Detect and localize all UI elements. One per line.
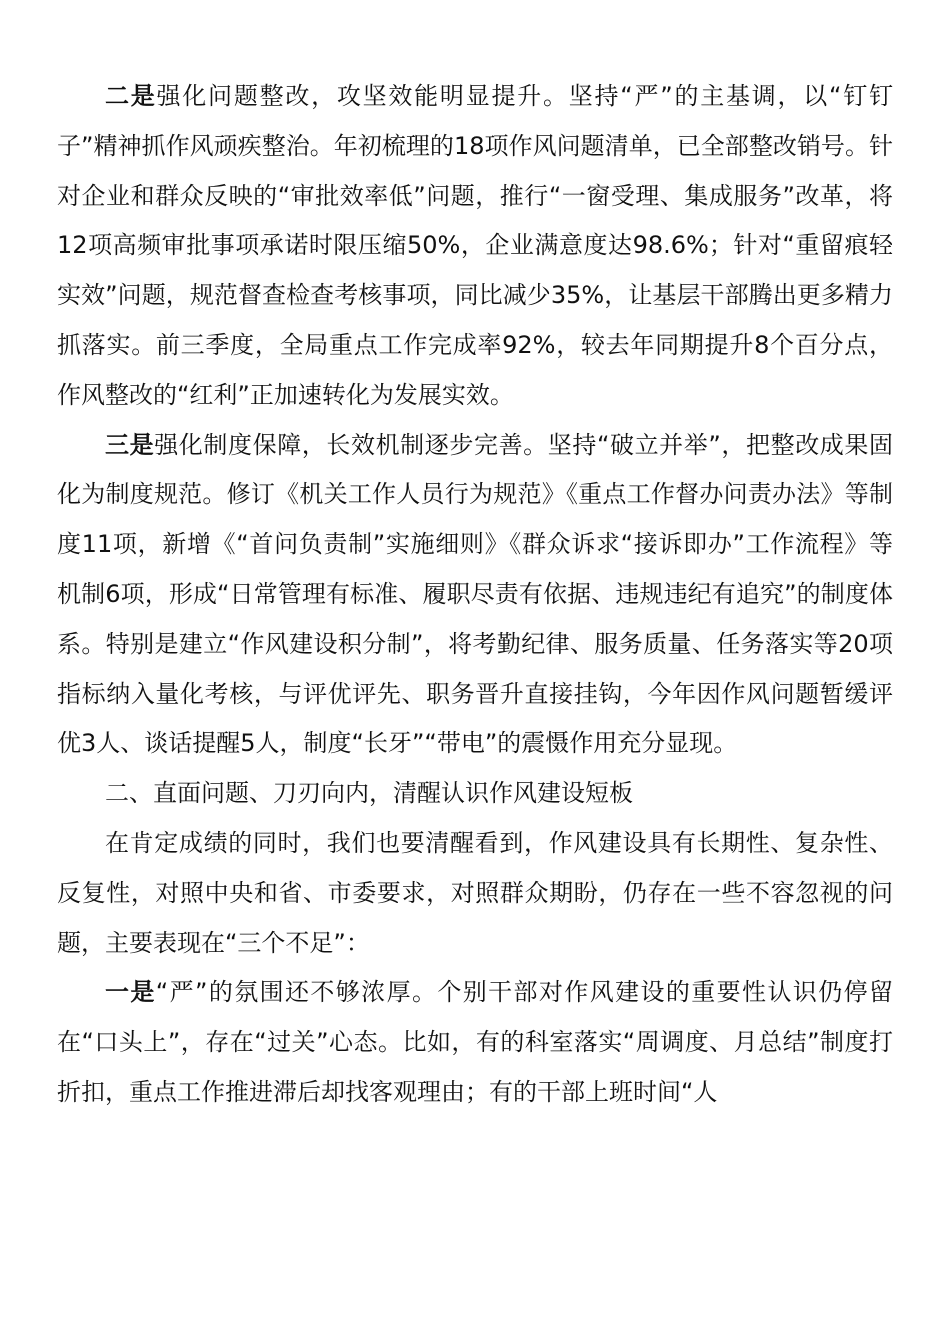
document-page bbox=[57, 72, 893, 1118]
paragraph-first-point bbox=[57, 968, 893, 1117]
paragraph-text: 强化问题整改，攻坚效能明显提升。坚持“严”的主基调，以“钉钉子”精神抓作风顽疾整治。年初梳理的18项作风问题清单，已全部整改销号。针对企业和群众反映的“审批效率低”问题，推行“一窗受理、集成服务”改革，将12项高频审批事项承诺时限压缩50%，企业满意度达98.6%；针对“重留痕轻实效”问题，规范督查检查考核事项，同比减少35%，让基层干部腾出更多精力抓落实。前三季度，全局重点工作完成率92%，较去年同期提升8个百分点，作风整改的“红利”正加速转化为发展实效。 bbox=[57, 82, 893, 409]
paragraph-second-point bbox=[57, 72, 893, 421]
paragraph-text: 强化制度保障，长效机制逐步完善。坚持“破立并举”，把整改成果固化为制度规范。修订《机关工作人员行为规范》《重点工作督办问责办法》等制度11项，新增《“首问负责制”实施细则》《群众诉求“接诉即办”工作流程》等机制6项，形成“日常管理有标准、履职尽责有依据、违规违纪有追究”的制度体系。特别是建立“作风建设积分制”，将考勤纪律、服务质量、任务落实等20项指标纳入量化考核，与评优评先、职务晋升直接挂钩，今年因作风问题暂缓评优3人、谈话提醒5人，制度“长牙”“带电”的震慑作用充分显现。 bbox=[57, 430, 893, 758]
paragraph-third-point bbox=[57, 421, 893, 770]
paragraph-text: “严”的氛围还不够浓厚。个别干部对作风建设的重要性认识仍停留在“口头上”，存在“过关”心态。比如，有的科室落实“周调度、月总结”制度打折扣，重点工作推进滞后却找客观理由；有的干部上班时间“人 bbox=[57, 978, 894, 1106]
paragraph-lead: 一是 bbox=[105, 978, 156, 1007]
paragraph-lead: 二是 bbox=[105, 82, 157, 110]
paragraph-intro: 在肯定成绩的同时，我们也要清醒看到，作风建设具有长期性、复杂性、反复性，对照中央和省、市委要求，对照群众期盼，仍存在一些不容忽视的问题，主要表现在“三个不足”： bbox=[57, 828, 893, 957]
paragraph-lead: 三是 bbox=[105, 430, 155, 459]
section-heading: 二、直面问题、刀刃向内，清醒认识作风建设短板 bbox=[105, 779, 633, 808]
